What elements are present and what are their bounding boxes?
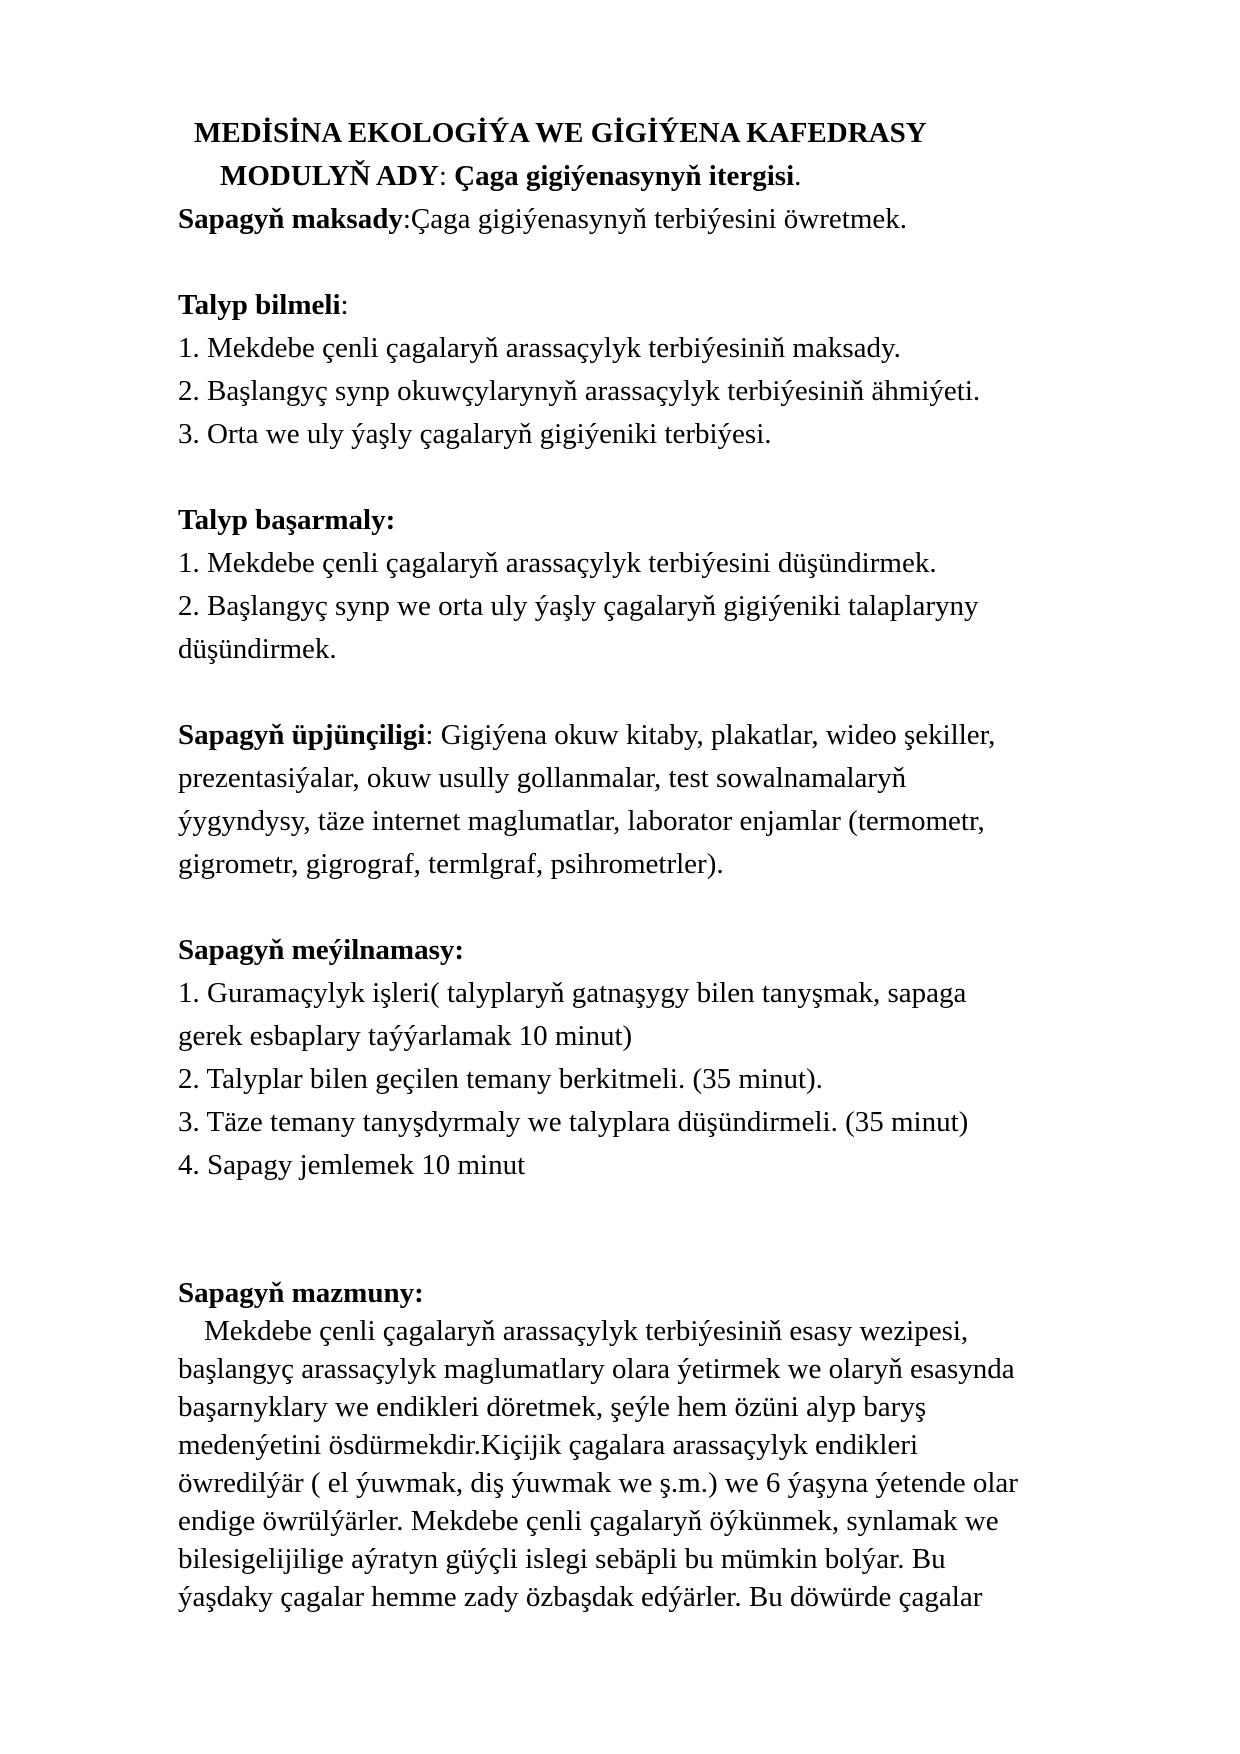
content-line: ýaşdaky çagalar hemme zady özbaşdak edýärler. Bu döwürde çagalar bbox=[178, 1581, 983, 1613]
list-item: düşündirmek. bbox=[178, 633, 337, 665]
equipment-label: Sapagyň üpjünçiligi bbox=[178, 719, 426, 751]
must-know-heading-colon: : bbox=[340, 289, 349, 321]
equipment-paragraph bbox=[178, 714, 1178, 757]
lesson-aim bbox=[178, 198, 1178, 241]
list-item: 1. Mekdebe çenli çagalaryň arassaçylyk terbiýesini düşündirmek. bbox=[178, 547, 937, 579]
equipment-line: gigrometr, gigrograf, termlgraf, psihrometrler). bbox=[178, 848, 724, 880]
lesson-aim-label: Sapagyň maksady bbox=[178, 203, 403, 235]
list-item: gerek esbaplary taýýarlamak 10 minut) bbox=[178, 1020, 633, 1052]
content-line: medenýetini ösdürmekdir.Kiçijik çagalara arassaçylyk endikleri bbox=[178, 1429, 919, 1461]
content-line: endige öwrülýärler. Mekdebe çenli çagalaryň öýkünmek, synlamak we bbox=[178, 1505, 999, 1537]
department-title: MEDİSİNA EKOLOGİÝA WE GİGİÝENA KAFEDRASY bbox=[194, 117, 927, 149]
content-line: başlangyç arassaçylyk maglumatlary olara ýetirmek we olaryň esasynda bbox=[178, 1353, 1015, 1385]
must-do-heading: Talyp başarmaly: bbox=[178, 504, 396, 536]
content-line: Mekdebe çenli çagalaryň arassaçylyk terbiýesiniň esasy wezipesi, bbox=[204, 1315, 969, 1347]
equipment-line: : Gigiýena okuw kitaby, plakatlar, wideo şekiller, bbox=[425, 719, 996, 751]
module-name: Çaga gigiýenasynyň itergisi bbox=[454, 160, 795, 192]
list-item: 3. Täze temany tanyşdyrmaly we talyplara düşündirmeli. (35 minut) bbox=[178, 1106, 969, 1138]
equipment-line: prezentasiýalar, okuw usully gollanmalar, test sowalnamalaryň bbox=[178, 762, 907, 794]
equipment-line: ýygyndysy, täze internet maglumatlar, laborator enjamlar (termometr, bbox=[178, 805, 985, 837]
content-line: başarnyklary we endikleri döretmek, şeýle hem özüni alyp baryş bbox=[178, 1391, 927, 1423]
module-end: . bbox=[794, 160, 802, 192]
plan-heading: Sapagyň meýilnamasy: bbox=[178, 934, 465, 966]
content-heading: Sapagyň mazmuny: bbox=[178, 1277, 424, 1309]
list-item: 4. Sapagy jemlemek 10 minut bbox=[178, 1149, 526, 1181]
content-section bbox=[178, 1274, 1178, 1616]
must-know-heading-text: Talyp bilmeli bbox=[178, 289, 341, 321]
module-label: MODULYŇ ADY bbox=[220, 160, 439, 192]
list-item: 2. Başlangyç synp okuwçylarynyň arassaçylyk terbiýesiniň ähmiýeti. bbox=[178, 375, 981, 407]
list-item: 3. Orta we uly ýaşly çagalaryň gigiýeniki terbiýesi. bbox=[178, 418, 772, 450]
content-line: bilesigelijilige aýratyn güýçli islegi sebäpli bu mümkin bolýar. Bu bbox=[178, 1543, 946, 1575]
lesson-aim-text: :Çaga gigiýenasynyň terbiýesini öwretmek. bbox=[402, 203, 908, 235]
module-title-line bbox=[220, 155, 1178, 198]
must-know-heading bbox=[178, 284, 1178, 327]
list-item: 1. Guramaçylyk işleri( talyplaryň gatnaşygy bilen tanyşmak, sapaga bbox=[178, 977, 967, 1009]
list-item: 1. Mekdebe çenli çagalaryň arassaçylyk terbiýesiniň maksady. bbox=[178, 332, 901, 364]
list-item: 2. Talyplar bilen geçilen temany berkitmeli. (35 minut). bbox=[178, 1063, 823, 1095]
list-item: 2. Başlangyç synp we orta uly ýaşly çagalaryň gigiýeniki talaplaryny bbox=[178, 590, 979, 622]
document-page bbox=[178, 112, 1178, 1187]
module-separator: : bbox=[438, 160, 455, 192]
content-line: öwredilýär ( el ýuwmak, diş ýuwmak we ş.m.) we 6 ýaşyna ýetende olar bbox=[178, 1467, 1018, 1499]
